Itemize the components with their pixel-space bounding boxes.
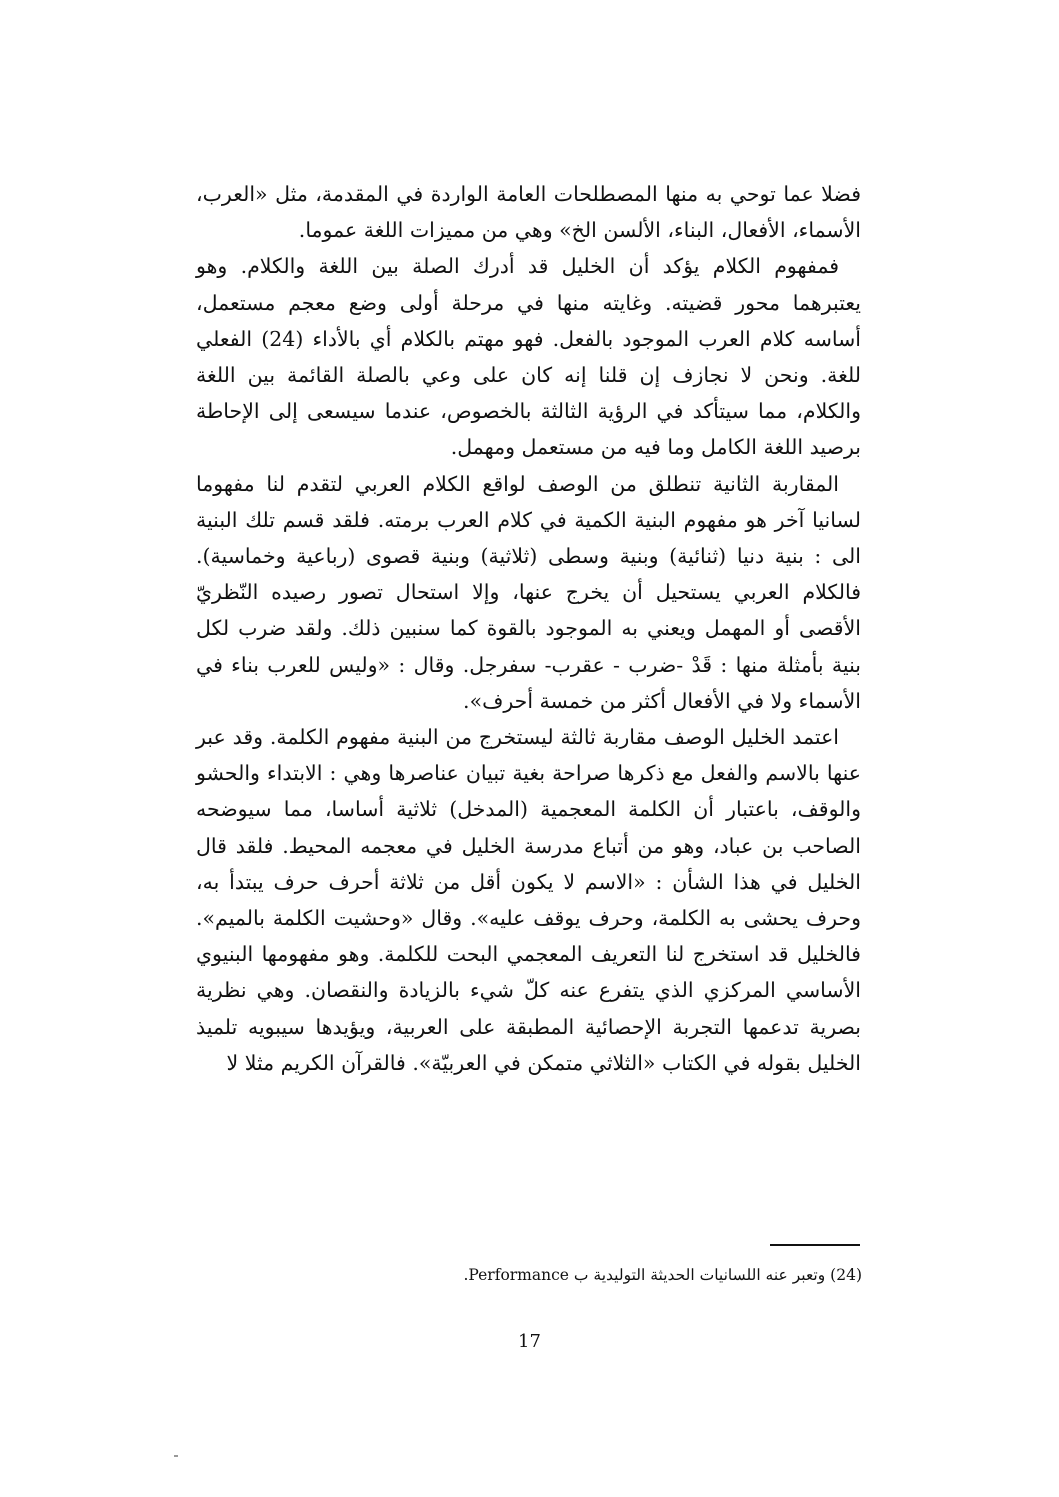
paragraph-1: فضلا عما توحي به منها المصطلحات العامة الواردة في المقدمة، مثل «العرب، الأسماء، الأفعال، البناء، الألسن الخ» وهي من مميزات اللغة عموما.	[196, 182, 861, 243]
paragraph-4: اعتمد الخليل الوصف مقاربة ثالثة ليستخرج من البنية مفهوم الكلمة. وقد عبر عنها بالاسم والفعل مع ذكرها صراحة بغية تبيان عناصرها وهي : الابتداء والحشو والوقف، باعتبار أن الكلمة المعجمية (المدخل) ثلاثية أساسا، مما سيوضحه الصاحب بن عباد، وهو من أتباع مدرسة الخليل في معجمه المحيط. فلقد قال الخليل في هذا الشأن : «الاسم لا يكون أقل من ثلاثة أحرف حرف يبتدأ به، وحرف يحشى به الكلمة، وحرف يوقف عليه». وقال «وحشيت الكلمة بالميم». فالخليل قد استخرج لنا التعريف المعجمي البحت للكلمة. وهو مفهومها البنيوي الأساسي المركزي الذي يتفرع عنه كلّ شيء بالزيادة والنقصان. وهي نظرية بصرية تدعمها التجربة الإحصائية المطبقة على العربية، ويؤيدها سيبويه تلميذ الخليل بقوله في الكتاب «الثلاثي متمكن في العربيّة». فالقرآن الكريم مثلا لا	[196, 725, 861, 1075]
paragraph-3: المقاربة الثانية تنطلق من الوصف لواقع الكلام العربي لتقدم لنا مفهوما لسانيا آخر هو مفهوم البنية الكمية في كلام العرب برمته. فلقد قسم تلك البنية الى : بنية دنيا (ثنائية) وبنية وسطى (ثلاثية) وبنية قصوى (رباعية وخماسية). فالكلام العربي يستحيل أن يخرج عنها، وإلا استحال تصور رصيده النّظريّ الأقصى أو المهمل ويعني به الموجود بالقوة كما سنبين ذلك. ولقد ضرب لكل بنية بأمثلة منها : قَدْ -ضرب - عقرب- سفرجل. وقال : «وليس للعرب بناء في الأسماء ولا في الأفعال أكثر من خمسة أحرف».	[196, 471, 861, 713]
footnote: (24) وتعبر عنه اللسانيات الحديثة التوليدية ب Performance.	[463, 1266, 862, 1284]
body-text	[196, 176, 861, 1081]
footnote-divider	[770, 1244, 860, 1246]
scan-speck	[174, 1455, 178, 1457]
paragraph-2: فمفهوم الكلام يؤكد أن الخليل قد أدرك الصلة بين اللغة والكلام. وهو يعتبرهما محور قضيته. وغايته منها في مرحلة أولى وضع معجم مستعمل، أساسه كلام العرب الموجود بالفعل. فهو مهتم بالكلام أي بالأداء (24) الفعلي للغة. ونحن لا نجازف إن قلنا إنه كان على وعي بالصلة القائمة بين اللغة والكلام، مما سيتأكد في الرؤية الثالثة بالخصوص، عندما سيسعى إلى الإحاطة برصيد اللغة الكامل وما فيه من مستعمل ومهمل.	[196, 254, 861, 460]
page-number: 17	[518, 1331, 541, 1352]
